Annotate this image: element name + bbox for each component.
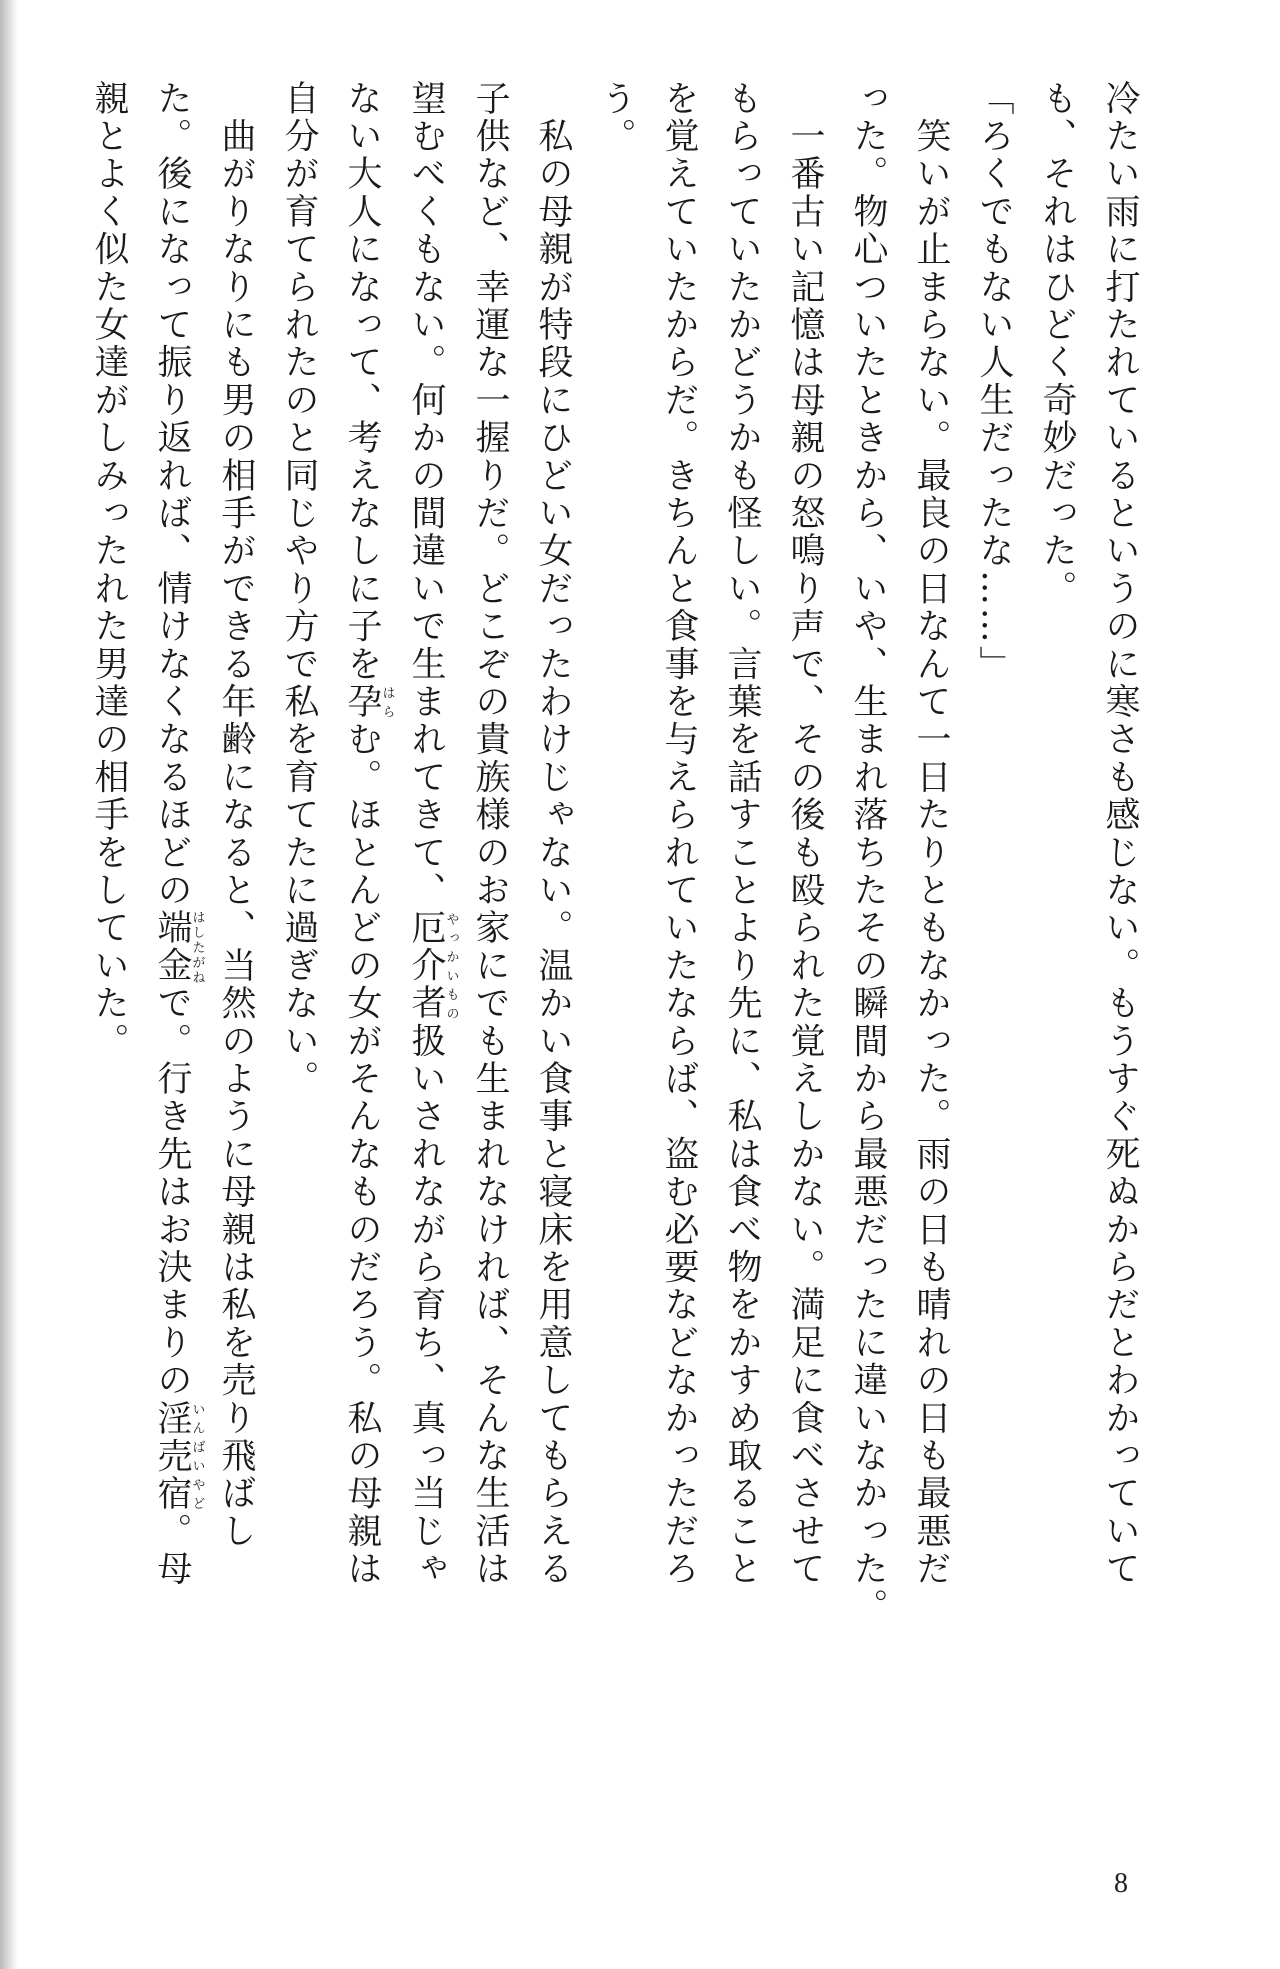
text-segment: も、それはひどく奇妙だった。 (1037, 80, 1077, 608)
text-line (394, 80, 459, 1589)
text-line (836, 80, 899, 1626)
text-line (140, 80, 205, 1589)
text-segment: を覚えていたからだ。きちんと食事を与えられていたならば、盗む必要などなかっただろ (659, 80, 699, 1588)
text-segment: た。後になって振り返れば、情けなくなるほどの (152, 80, 192, 910)
novel-body-text (77, 80, 1151, 1626)
text-segment: ない大人になって、考えなしに子を (342, 80, 382, 684)
text-line (773, 80, 836, 1588)
text-segment: 私の母親が特段にひどい女だったわけじゃない。温かい食事と寝床を用意してもらえる (533, 80, 573, 1588)
text-line (899, 80, 962, 1588)
text-line (204, 80, 267, 1580)
text-segment: う。 (596, 80, 636, 156)
text-line (521, 80, 584, 1588)
text-segment: 。母 (152, 1512, 192, 1589)
furigana: やっかいもの (443, 909, 459, 1023)
text-segment: 曲がりなりにも男の相手ができる年齢になると、当然のように母親は私を売り飛ばし (216, 80, 256, 1551)
text-segment: 望むべくもない。何かの間違いで生まれてきて、 (406, 80, 446, 910)
furigana: はら (379, 683, 395, 721)
ruby-word: 孕はら (342, 683, 395, 721)
page-number: 8 (1114, 1868, 1128, 1899)
furigana: いんばいやど (189, 1399, 205, 1513)
furigana: はしたがね (189, 909, 205, 985)
ruby-word: 端金はしたがね (152, 909, 205, 985)
text-segment: 自分が育てられたのと同じやり方で私を育てたに過ぎない。 (279, 80, 319, 1098)
ruby-word: 淫売宿いんばいやど (152, 1399, 205, 1513)
text-line (77, 80, 140, 1580)
text-segment: 冷たい雨に打たれているというのに寒さも感じない。もうすぐ死ぬからだとわかっていて (1100, 80, 1140, 1588)
text-line (647, 80, 710, 1588)
scan-binding-shadow (0, 0, 18, 1969)
text-segment: 一番古い記憶は母親の怒鳴り声で、その後も殴られた覚えしかない。満足に食べさせて (785, 80, 825, 1588)
ruby-word: 厄介者やっかいもの (406, 909, 459, 1023)
text-line (267, 80, 330, 1580)
text-line (1025, 80, 1088, 1580)
text-line (584, 80, 647, 1580)
text-segment: 親とよく似た女達がしみったれた男達の相手をしていた。 (89, 80, 129, 1061)
text-line (330, 80, 395, 1589)
text-line (458, 80, 521, 1588)
text-segment: 子供など、幸運な一握りだ。どこぞの貴族様のお家にでも生まれなければ、そんな生活は (470, 80, 510, 1588)
text-segment: 扱いされながら育ち、真っ当じゃ (406, 1022, 446, 1589)
text-line (710, 80, 773, 1588)
text-segment: った。物心ついたときから、いや、生まれ落ちたその瞬間から最悪だったに違いなかった。 (848, 80, 888, 1626)
text-segment: 「ろくでもない人生だったな……」 (974, 80, 1014, 684)
text-segment: 笑いが止まらない。最良の日なんて一日たりともなかった。雨の日も晴れの日も最悪だ (911, 80, 951, 1588)
text-segment: で。行き先はお決まりの (152, 984, 192, 1400)
text-segment: もらっていたかどうかも怪しい。言葉を話すことより先に、私は食べ物をかすめ取ること (722, 80, 762, 1588)
text-segment: む。ほとんどの女がそんなものだろう。私の母親は (342, 720, 382, 1589)
text-line (962, 80, 1025, 1580)
text-line (1088, 80, 1151, 1588)
